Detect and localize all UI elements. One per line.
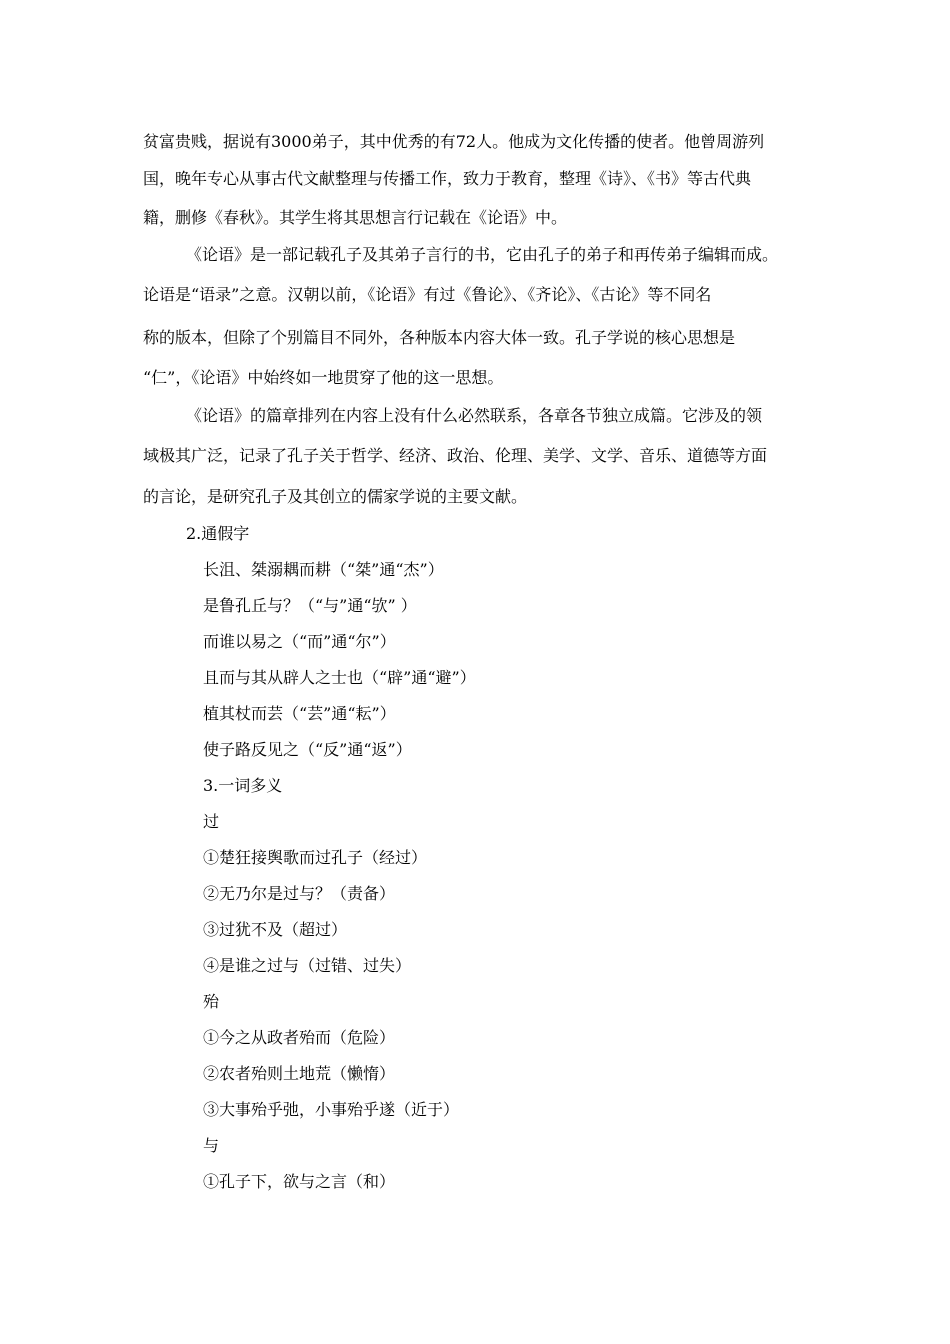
list-item: 植其杖而芸（“芸”通“耘”） [203, 704, 396, 723]
list-item: 而谁以易之（“而”通“尔”） [203, 632, 396, 651]
paragraph-line: 域极其广泛，记录了孔子关于哲学、经济、政治、伦理、美学、文学、音乐、道德等方面 [143, 446, 768, 465]
paragraph-line: 国，晚年专心从事古代文献整理与传播工作，致力于教育，整理《诗》、《书》等古代典 [143, 169, 752, 188]
list-item: ④是谁之过与（过错、过失） [203, 956, 412, 975]
word-heading: 殆 [203, 992, 220, 1011]
paragraph-line: 论语是“语录”之意。汉朝以前，《论语》有过《鲁论》、《齐论》、《古论》等不同名 [143, 285, 712, 304]
paragraph-line: 《论语》的篇章排列在内容上没有什么必然联系，各章各节独立成篇。它涉及的领 [186, 406, 763, 425]
section-heading: 3.一词多义 [203, 776, 283, 795]
list-item: ②无乃尔是过与？（责备） [203, 884, 396, 903]
word-heading: 与 [203, 1136, 220, 1155]
list-item: ②农者殆则土地荒（懒惰） [203, 1064, 396, 1083]
section-heading: 2.通假字 [186, 524, 250, 543]
word-heading: 过 [203, 812, 220, 831]
paragraph-line: 称的版本，但除了个别篇目不同外，各种版本内容大体一致。孔子学说的核心思想是 [143, 328, 736, 347]
list-item: ①孔子下，欲与之言（和） [203, 1172, 396, 1191]
list-item: 且而与其从辟人之士也（“辟”通“避”） [203, 668, 476, 687]
list-item: 使子路反见之（“反”通“返”） [203, 740, 412, 759]
list-item: ①今之从政者殆而（危险） [203, 1028, 396, 1047]
paragraph-line: “仁”，《论语》中始终如一地贯穿了他的这一思想。 [143, 368, 504, 387]
paragraph-line: 贫富贵贱，据说有3000弟子，其中优秀的有72人。他成为文化传播的使者。他曾周游列 [143, 132, 765, 151]
list-item: ③大事殆乎弛，小事殆乎遂（近于） [203, 1100, 460, 1119]
list-item: ③过犹不及（超过） [203, 920, 348, 939]
list-item: 是鲁孔丘与？（“与”通“欤” ） [203, 596, 417, 615]
paragraph-line: 《论语》是一部记载孔子及其弟子言行的书，它由孔子的弟子和再传弟子编辑而成。 [186, 245, 779, 264]
paragraph-line: 籍，删修《春秋》。其学生将其思想言行记载在《论语》中。 [143, 208, 568, 227]
list-item: ①楚狂接舆歌而过孔子（经过） [203, 848, 428, 867]
paragraph-line: 的言论，是研究孔子及其创立的儒家学说的主要文献。 [143, 487, 528, 506]
list-item: 长沮、桀溺耦而耕（“桀”通“杰”） [203, 560, 444, 579]
